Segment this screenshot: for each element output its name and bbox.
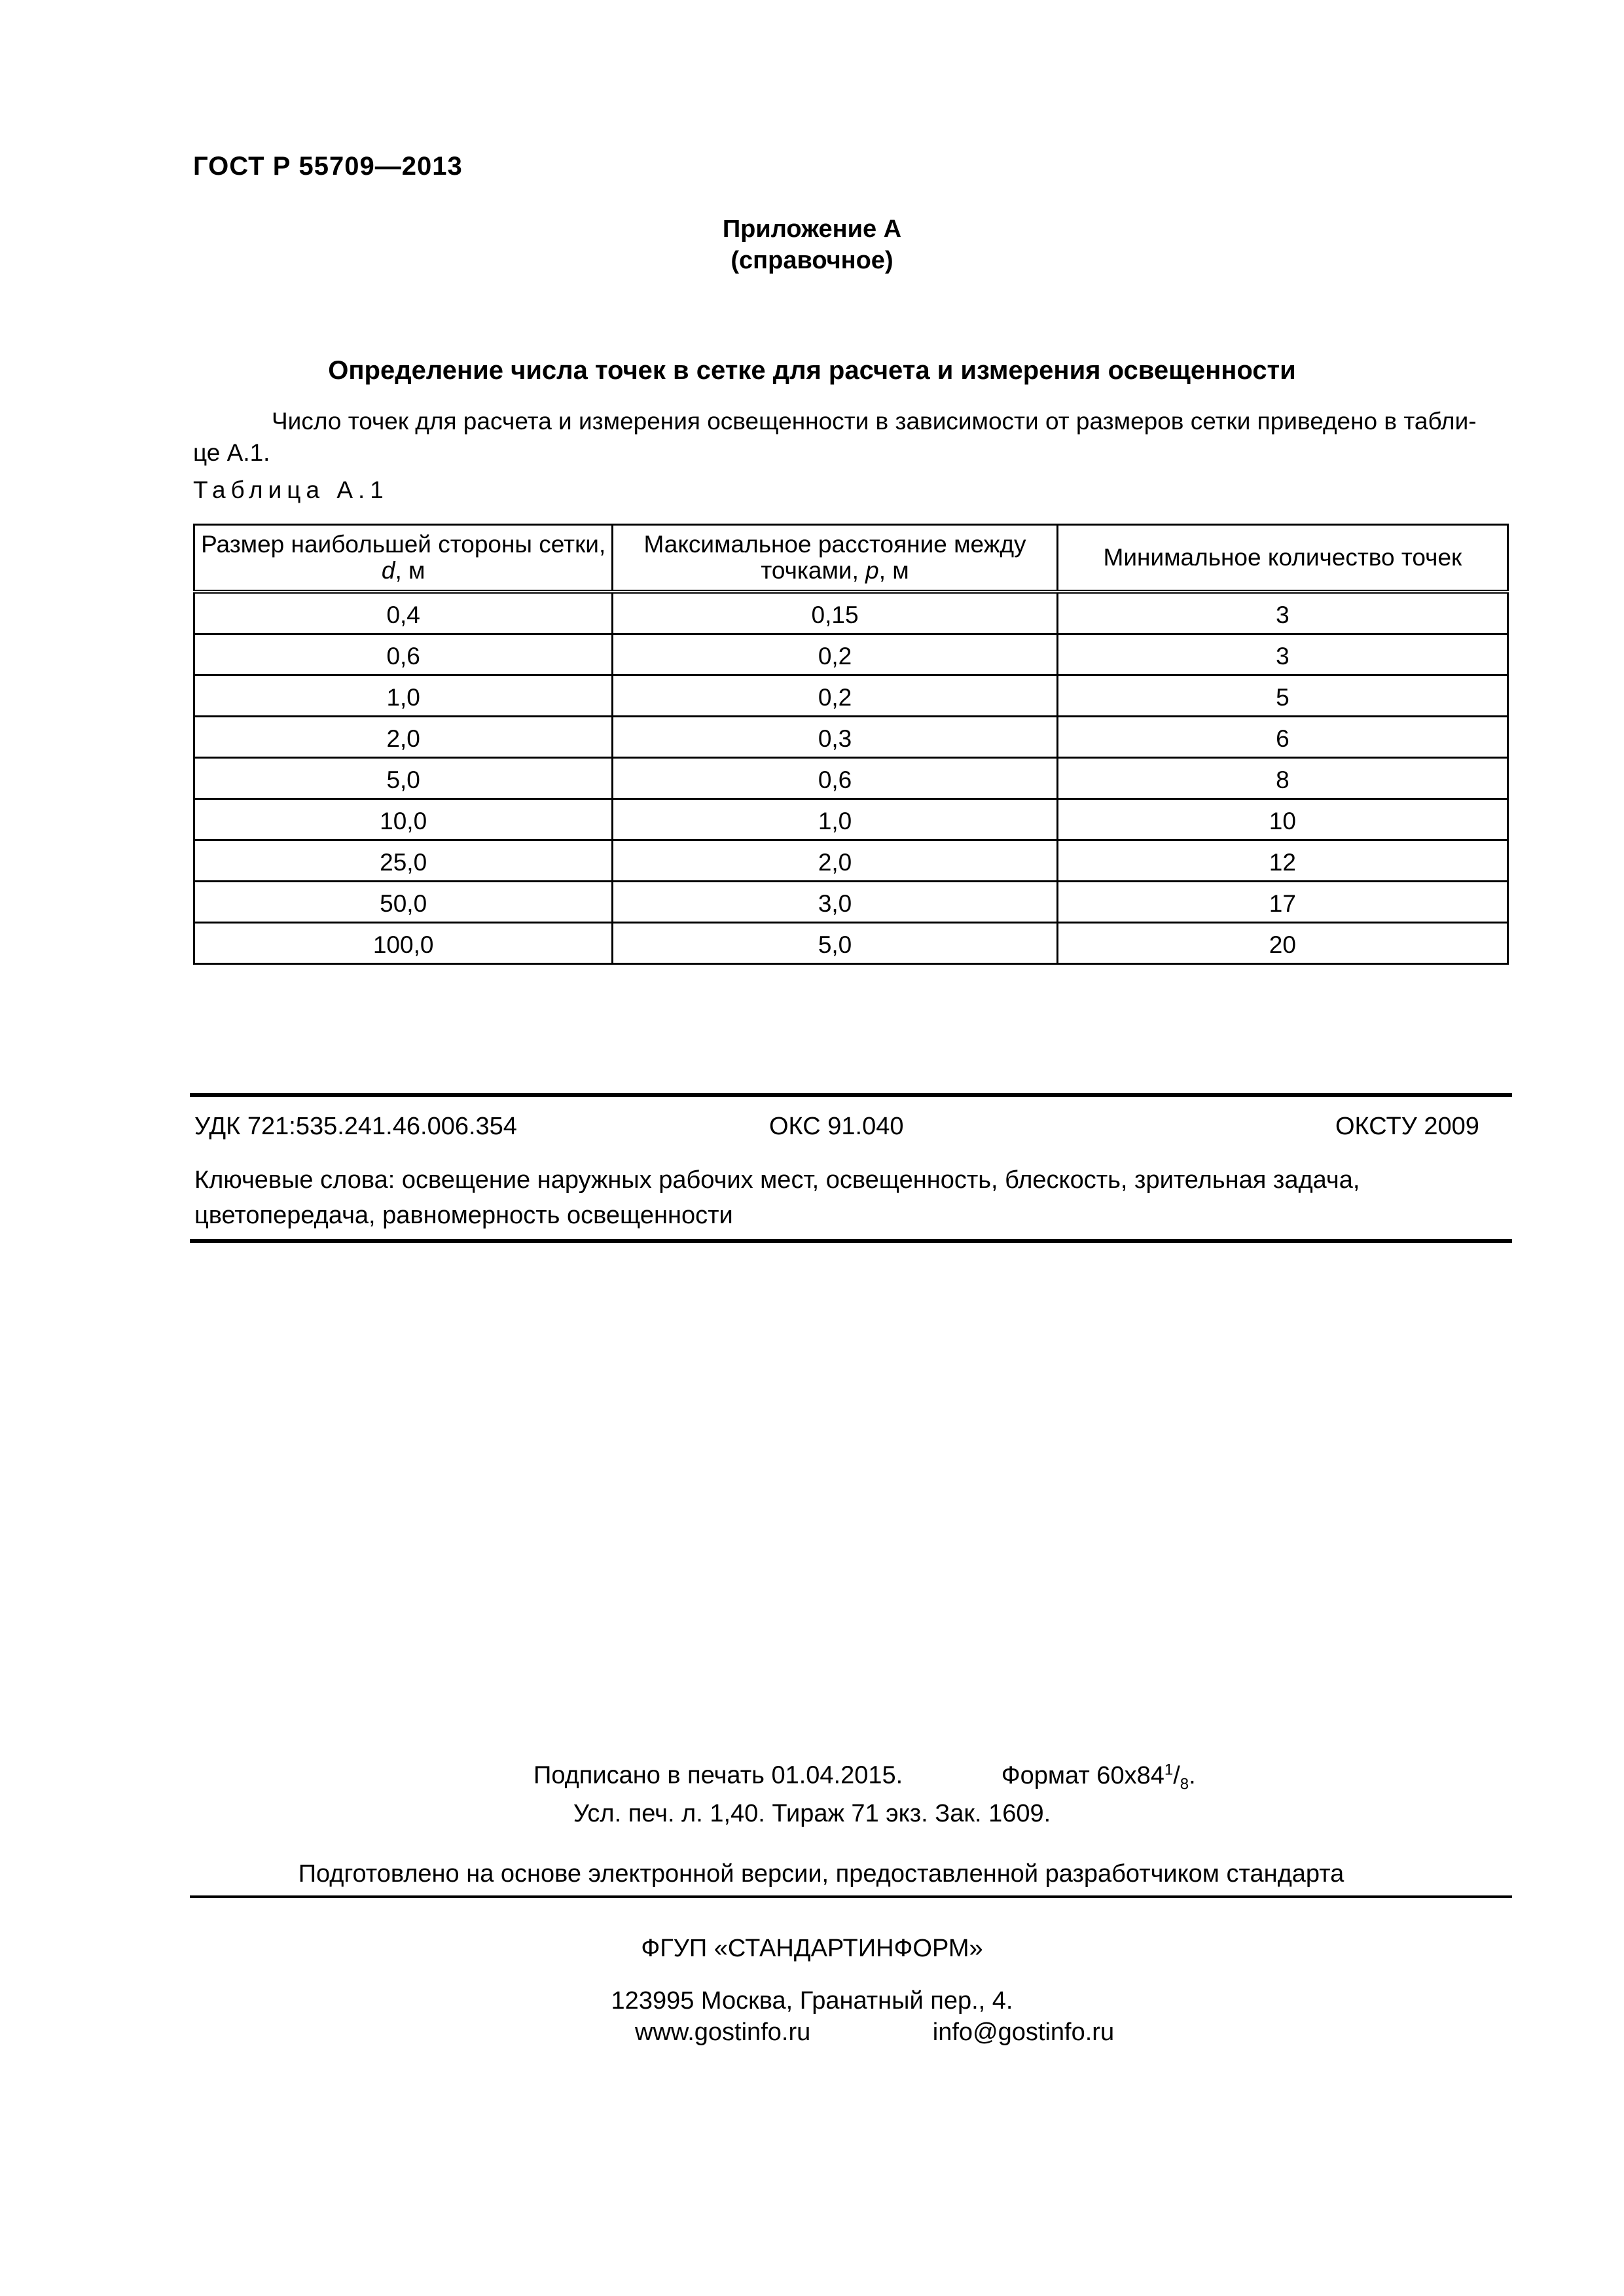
cell-distance: 0,15 [613, 592, 1057, 634]
appendix-title: Приложение А [722, 215, 902, 243]
intro-line-1: Число точек для расчета и измерения освещенности в зависимости от размеров сетки приведено в табли- [272, 408, 1477, 435]
cell-distance: 0,6 [613, 758, 1057, 799]
keywords [194, 1162, 1510, 1233]
keywords-line-1: Ключевые слова: освещение наружных рабочих мест, освещенность, блескость, зрительная задача, [194, 1166, 1360, 1194]
website-link[interactable]: www.gostinfo.ru [635, 2018, 811, 2046]
cell-size: 50,0 [194, 882, 613, 923]
cell-points: 12 [1057, 840, 1507, 882]
paper-format: Формат $60х84^1/_8$. [1001, 1761, 1196, 1793]
udk-code: УДК 721:535.241.46.006.354 [194, 1113, 517, 1140]
cell-size: 2,0 [194, 717, 613, 758]
divider-top [190, 1093, 1512, 1097]
table-row [194, 675, 1508, 717]
cell-size: 25,0 [194, 840, 613, 882]
cell-size: 5,0 [194, 758, 613, 799]
cell-size: 0,4 [194, 592, 613, 634]
header-min-points: Минимальное количество точек [1057, 525, 1507, 592]
contacts-row [635, 2018, 1114, 2047]
oks-code: ОКС 91.040 [769, 1113, 904, 1140]
table-row [194, 840, 1508, 882]
divider-bottom [190, 1239, 1512, 1243]
section-title: Определение числа точек в сетке для расчета и измерения освещенности [328, 356, 1296, 385]
keywords-line-2: цветопередача, равномерность освещенности [194, 1202, 733, 1229]
cell-points: 5 [1057, 675, 1507, 717]
cell-distance: 2,0 [613, 840, 1057, 882]
print-info: Усл. печ. л. 1,40. Тираж 71 экз. Зак. 1609. [573, 1800, 1051, 1827]
signed-row [533, 1761, 1196, 1793]
document-code: ГОСТ Р 55709—2013 [193, 152, 463, 181]
cell-points: 6 [1057, 717, 1507, 758]
signed-date: Подписано в печать 01.04.2015. [533, 1761, 903, 1789]
table-row [194, 799, 1508, 840]
publisher-address: 123995 Москва, Гранатный пер., 4. [611, 1987, 1013, 2015]
table-header-row [194, 525, 1508, 592]
intro-line-2: це А.1. [193, 439, 270, 466]
table-row [194, 717, 1508, 758]
cell-points: 8 [1057, 758, 1507, 799]
publisher-name: ФГУП «СТАНДАРТИНФОРМ» [641, 1935, 983, 1962]
prepared-note: Подготовлено на основе электронной версии, предоставленной разработчиком стандарта [298, 1860, 1344, 1888]
intro-paragraph [193, 406, 1509, 469]
email-link[interactable]: info@gostinfo.ru [932, 2018, 1115, 2046]
table-row [194, 882, 1508, 923]
cell-distance: 0,3 [613, 717, 1057, 758]
cell-distance: 3,0 [613, 882, 1057, 923]
points-table [193, 524, 1509, 965]
table-row [194, 923, 1508, 964]
cell-distance: 0,2 [613, 634, 1057, 675]
cell-points: 10 [1057, 799, 1507, 840]
cell-size: 0,6 [194, 634, 613, 675]
cell-size: 10,0 [194, 799, 613, 840]
cell-distance: 5,0 [613, 923, 1057, 964]
cell-points: 3 [1057, 592, 1507, 634]
table-row [194, 758, 1508, 799]
cell-size: 1,0 [194, 675, 613, 717]
cell-distance: 1,0 [613, 799, 1057, 840]
cell-size: 100,0 [194, 923, 613, 964]
okstu-code: ОКСТУ 2009 [1335, 1113, 1479, 1140]
cell-points: 3 [1057, 634, 1507, 675]
cell-points: 17 [1057, 882, 1507, 923]
header-max-distance: Максимальное расстояние между точками, p, м [613, 525, 1057, 592]
appendix-kind: (справочное) [731, 247, 893, 274]
cell-points: 20 [1057, 923, 1507, 964]
table-row [194, 592, 1508, 634]
table-row [194, 634, 1508, 675]
table-caption: Таблица А.1 [193, 476, 389, 503]
divider-imprint [190, 1895, 1512, 1898]
header-grid-size: Размер наибольшей стороны сетки, d, м [194, 525, 613, 592]
cell-distance: 0,2 [613, 675, 1057, 717]
